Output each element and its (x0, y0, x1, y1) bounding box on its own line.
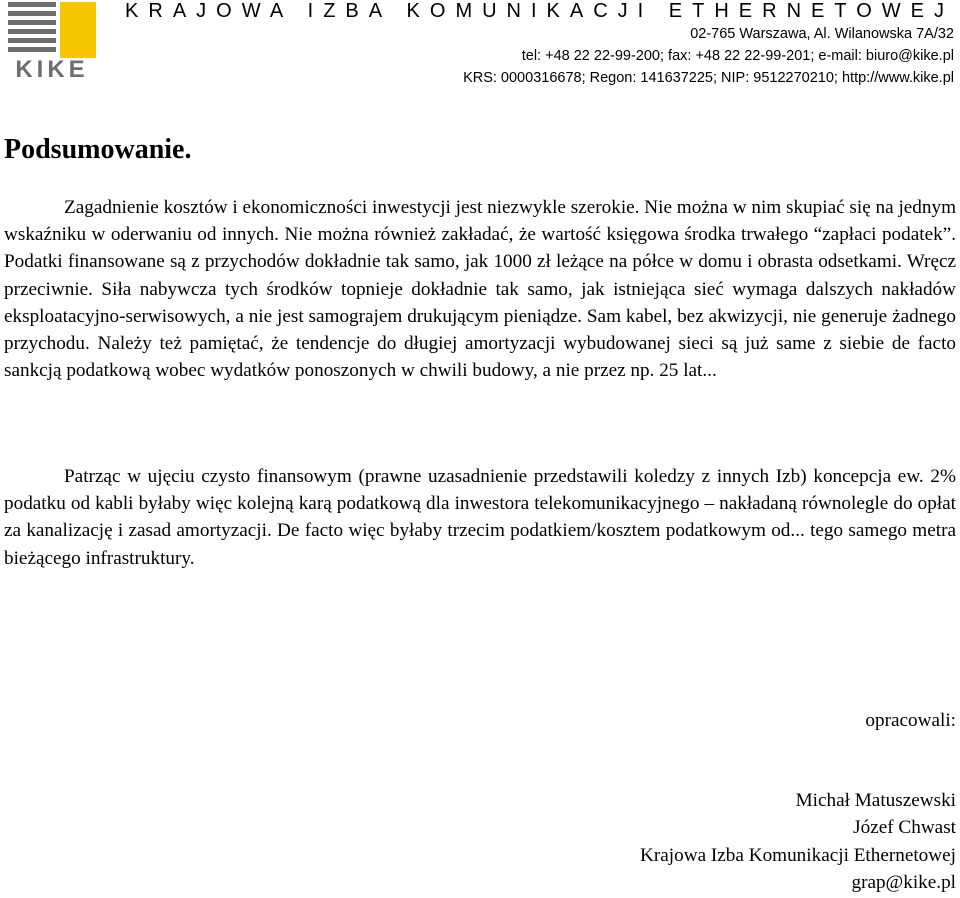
org-registry: KRS: 0000316678; Regon: 141637225; NIP: 9512270210; http://www.kike.pl (463, 70, 954, 86)
org-name: KRAJOWA IZBA KOMUNIKACJI ETHERNETOWEJ (125, 0, 954, 22)
logo-yellow-block (60, 2, 96, 58)
paragraph-2-text: Patrząc w ujęciu czysto finansowym (prawne uzasadnienie przedstawili koledzy z innych Izb) koncepcja ew. 2% podatku od kabli byłaby więc kolejną karą podatkową dla inwestora telekomunikacyjnego – nakładaną równolegle do opłat za kanalizację i zasad amortyzacji. De facto więc byłaby trzecim podatkiem/kosztem podatkowym od... tego samego metra bieżącego infrastruktury. (4, 466, 956, 569)
page-title: Podsumowanie. (4, 134, 192, 165)
signature-label: opracowali: (865, 710, 956, 731)
signature-name-1: Michał Matuszewski (795, 790, 956, 811)
kike-logo (8, 2, 96, 82)
paragraph-1 (4, 194, 956, 384)
paragraph-2 (4, 463, 956, 572)
paragraph-1-text: Zagadnienie kosztów i ekonomiczności inwestycji jest niezwykle szerokie. Nie można w nim skupiać się na jednym wskaźniku w oderwaniu od innych. Nie można również zakładać, że wartość księgowa środka trwałego “zapłaci podatek”. Podatki finansowane są z przychodów dokładnie tak samo, jak 1000 zł leżące na półce w domu i obrasta odsetkami. Wręcz przeciwnie. Siła nabywcza tych środków topnieje dokładnie tak samo, jak istniejąca sieć wymaga dalszych nakładów eksploatacyjno-serwisowych, a nie jest samograjem drukującym pieniądze. Sam kabel, bez akwizycji, nie generuje żadnego przychodu. Należy też pamiętać, że tendencje do długiej amortyzacji wybudowanej sieci są już same z siebie de facto sankcją podatkową wobec wydatków ponoszonych w chwili budowy, a nie przez np. 25 lat... (4, 197, 956, 382)
signature-email: grap@kike.pl (851, 872, 956, 893)
signature-organization: Krajowa Izba Komunikacji Ethernetowej (640, 845, 956, 866)
org-address: 02-765 Warszawa, Al. Wilanowska 7A/32 (690, 26, 954, 42)
logo-text: KIKE (15, 56, 89, 83)
org-contact: tel: +48 22 22-99-200; fax: +48 22 22-99-201; e-mail: biuro@kike.pl (521, 48, 954, 64)
letterhead (0, 0, 960, 92)
signature-name-2: Józef Chwast (853, 817, 956, 838)
logo-stripes-icon (8, 2, 56, 58)
